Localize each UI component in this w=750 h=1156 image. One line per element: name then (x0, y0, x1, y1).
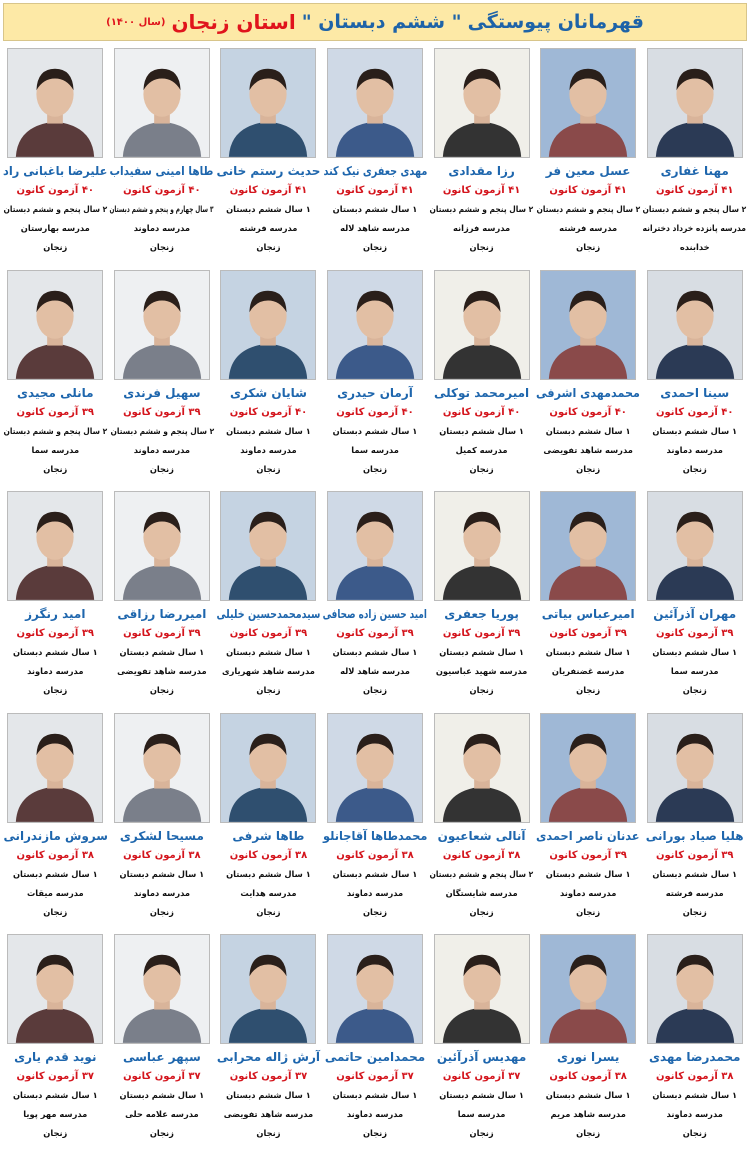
student-city: زنجان (469, 1128, 494, 1138)
student-school: مدرسه دماوند (666, 1109, 723, 1119)
student-city: خدابنده (679, 242, 710, 252)
student-card (322, 270, 429, 492)
student-city: زنجان (362, 906, 388, 917)
student-school: مدرسه فرزانه (453, 223, 511, 233)
student-photo (220, 934, 316, 1044)
student-photo (540, 270, 636, 380)
student-card (535, 270, 642, 492)
student-city: زنجان (43, 242, 68, 252)
student-city: زنجان (576, 463, 601, 474)
student-card (2, 48, 109, 270)
student-years: ۱ سال ششم دبستان (332, 204, 418, 214)
person-silhouette-icon (648, 935, 742, 1043)
student-photo (434, 491, 530, 601)
student-city: زنجان (43, 1128, 68, 1138)
student-photo (434, 713, 530, 823)
student-card (2, 491, 109, 713)
student-years: ۱ سال ششم دبستان (226, 647, 311, 657)
student-score: ۴۰ آزمون کانون (442, 406, 521, 418)
person-silhouette-icon (328, 935, 422, 1043)
student-school: مدرسه پانزده خرداد دخترانه (642, 223, 747, 233)
student-card (641, 270, 748, 492)
student-city: زنجان (682, 463, 707, 474)
student-name: امیرمحمد توکلی (433, 385, 530, 400)
title-banner (3, 3, 747, 41)
student-score: ۳۸ آزمون کانون (549, 1071, 627, 1082)
student-card (428, 48, 535, 270)
student-years: ۲ سال پنجم و ششم دبستان (3, 425, 108, 436)
student-score: ۳۹ آزمون کانون (442, 628, 521, 639)
student-score: ۳۷ آزمون کانون (442, 1071, 521, 1082)
student-photo (327, 48, 423, 158)
student-card (2, 270, 109, 492)
student-name: پوریا جعفری (444, 607, 519, 621)
student-name: رزا مقدادی (448, 164, 515, 178)
person-silhouette-icon (221, 271, 315, 379)
student-school: مدرسه شاهد شهریاری (221, 666, 315, 676)
student-score: ۴۱ آزمون کانون (336, 185, 414, 196)
student-years: ۱ سال ششم دبستان (332, 425, 418, 436)
student-school: مدرسه هدایت (240, 887, 297, 898)
student-photo (434, 270, 530, 380)
student-school: مدرسه دماوند (133, 223, 191, 233)
student-city: زنجان (256, 906, 281, 917)
student-photo (220, 713, 316, 823)
student-city: زنجان (469, 242, 494, 252)
student-score: ۴۱ آزمون کانون (229, 185, 308, 196)
student-city: زنجان (149, 685, 174, 695)
student-city: زنجان (149, 242, 174, 252)
student-name: طاها شرفی (232, 828, 305, 843)
person-silhouette-icon (435, 714, 529, 822)
student-years: ۱ سال ششم دبستان (332, 1090, 418, 1100)
student-city: زنجان (149, 906, 174, 917)
student-score: ۳۹ آزمون کانون (549, 628, 627, 639)
student-photo (540, 713, 636, 823)
student-name: حدیث رستم خانی (216, 164, 321, 178)
person-silhouette-icon (435, 271, 529, 379)
student-city: زنجان (362, 1128, 388, 1138)
student-city: زنجان (149, 1128, 174, 1138)
person-silhouette-icon (435, 49, 529, 157)
student-card (535, 713, 642, 935)
student-years: ۲ سال پنجم و ششم دبستان (536, 204, 640, 214)
student-card (215, 713, 322, 935)
student-name: سیدمحمدحسین خلیلی (216, 607, 321, 621)
student-name: مانلی مجیدی (17, 385, 94, 400)
student-name: مسیحا لشکری (119, 828, 204, 843)
student-photo (434, 48, 530, 158)
student-years: ۲ سال پنجم و ششم دبستان (3, 204, 108, 214)
student-card (109, 934, 216, 1156)
student-school: مدرسه شایستگان (445, 887, 518, 898)
student-school: مدرسه دماوند (133, 444, 191, 455)
student-photo (327, 934, 423, 1044)
student-years: ۱ سال ششم دبستان (332, 647, 418, 657)
person-silhouette-icon (115, 271, 209, 379)
student-score: ۴۰ آزمون کانون (16, 185, 95, 196)
student-score: ۳۸ آزمون کانون (229, 849, 308, 861)
student-card (535, 491, 642, 713)
title-year: (سال ۱۴۰۰) (106, 16, 166, 28)
person-silhouette-icon (541, 714, 635, 822)
student-city: زنجان (682, 1128, 707, 1138)
student-photo (114, 48, 210, 158)
student-years: ۱ سال ششم دبستان (226, 204, 311, 214)
student-school: مدرسه علامه حلی (125, 1109, 199, 1119)
student-score: ۳۸ آزمون کانون (16, 849, 95, 861)
student-photo (7, 713, 103, 823)
student-name: طاها امینی سفیداب (109, 164, 214, 178)
student-school: مدرسه شاهد تفویضی (117, 666, 207, 676)
student-school: مدرسه دماوند (346, 887, 404, 898)
student-years: ۲ سال پنجم و ششم دبستان (110, 425, 214, 436)
student-card (215, 270, 322, 492)
student-years: ۱ سال ششم دبستان (226, 868, 311, 879)
student-name: نوید قدم یاری (14, 1050, 97, 1064)
student-name: عدنان ناصر احمدی (536, 828, 640, 843)
student-score: ۳۸ آزمون کانون (336, 849, 414, 861)
student-score: ۴۱ آزمون کانون (442, 185, 521, 196)
student-years: ۱ سال ششم دبستان (652, 1090, 738, 1100)
student-score: ۳۸ آزمون کانون (123, 849, 201, 861)
person-silhouette-icon (648, 49, 742, 157)
student-school: مدرسه دماوند (666, 444, 723, 455)
student-card (428, 934, 535, 1156)
student-card (322, 48, 429, 270)
student-school: مدرسه شاهد لاله (340, 666, 410, 676)
student-years: ۱ سال ششم دبستان (439, 1090, 524, 1100)
student-score: ۳۹ آزمون کانون (123, 406, 201, 418)
title-part-2: " ششم دبستان " (301, 11, 462, 33)
student-years: ۱ سال ششم دبستان (12, 868, 98, 879)
student-name: محمدمهدی اشرفی (536, 385, 641, 400)
person-silhouette-icon (221, 714, 315, 822)
student-city: زنجان (362, 463, 388, 474)
student-years: ۲ سال پنجم و ششم دبستان (429, 204, 534, 214)
student-school: مدرسه دماوند (346, 1109, 404, 1119)
person-silhouette-icon (115, 935, 209, 1043)
student-score: ۴۰ آزمون کانون (123, 185, 201, 196)
student-school: مدرسه شاهد مریم (550, 1109, 626, 1119)
student-photo (647, 270, 743, 380)
student-card (215, 934, 322, 1156)
student-score: ۳۷ آزمون کانون (229, 1071, 308, 1082)
student-card (322, 934, 429, 1156)
student-school: مدرسه دماوند (240, 444, 297, 455)
student-school: مدرسه کمیل (455, 444, 508, 455)
person-silhouette-icon (115, 492, 209, 600)
student-score: ۴۱ آزمون کانون (549, 185, 627, 196)
student-score: ۳۹ آزمون کانون (655, 849, 734, 861)
student-photo (220, 270, 316, 380)
student-city: زنجان (43, 463, 68, 474)
student-name: عسل معین فر (545, 164, 631, 178)
student-name: امید حسین زاده صحافی (322, 607, 428, 621)
student-years: ۱ سال ششم دبستان (545, 1090, 631, 1100)
student-school: مدرسه فرشته (239, 223, 298, 233)
student-name: مهنا غفاری (660, 164, 729, 178)
student-photo (540, 48, 636, 158)
student-score: ۴۰ آزمون کانون (549, 406, 627, 418)
students-grid (2, 48, 748, 1156)
student-photo (647, 491, 743, 601)
student-school: مدرسه دماوند (133, 887, 191, 898)
person-silhouette-icon (328, 271, 422, 379)
student-score: ۴۰ آزمون کانون (336, 406, 414, 418)
student-school: مدرسه شاهد لاله (340, 223, 410, 233)
student-name: شایان شکری (229, 385, 307, 400)
student-name: سپهر عباسی (122, 1050, 201, 1064)
student-city: زنجان (43, 685, 68, 695)
student-score: ۳۹ آزمون کانون (336, 628, 414, 639)
student-score: ۳۷ آزمون کانون (123, 1071, 201, 1082)
student-name: سروش مازندرانی (3, 828, 108, 843)
student-photo (540, 491, 636, 601)
student-card (215, 48, 322, 270)
person-silhouette-icon (8, 49, 102, 157)
student-school: مدرسه دماوند (27, 666, 84, 676)
student-name: هلیا صیاد بورانی (645, 828, 744, 843)
student-school: مدرسه شاهد تفویضی (543, 444, 633, 455)
student-years: ۱ سال ششم دبستان (12, 647, 98, 657)
student-photo (327, 270, 423, 380)
student-card (109, 713, 216, 935)
student-city: زنجان (469, 685, 494, 695)
student-name: محمدطاها آقاجانلو (322, 828, 428, 843)
student-card (109, 270, 216, 492)
student-photo (327, 491, 423, 601)
student-card (2, 934, 109, 1156)
student-card (428, 713, 535, 935)
person-silhouette-icon (8, 714, 102, 822)
student-card (535, 48, 642, 270)
student-photo (7, 934, 103, 1044)
student-card (641, 48, 748, 270)
student-city: زنجان (362, 685, 388, 695)
student-name: مهدیس آذرآئین (436, 1050, 527, 1064)
student-city: زنجان (576, 1128, 601, 1138)
student-years: ۱ سال ششم دبستان (545, 425, 631, 436)
student-name: یسرا نوری (556, 1050, 620, 1064)
student-photo (114, 270, 210, 380)
student-name: آنالی شعاعیون (437, 828, 526, 843)
student-name: محمدرضا مهدی (648, 1050, 741, 1064)
student-photo (540, 934, 636, 1044)
student-score: ۴۰ آزمون کانون (229, 406, 308, 418)
student-score: ۳۸ آزمون کانون (655, 1071, 734, 1082)
student-photo (220, 48, 316, 158)
title-part-1: قهرمانان پیوستگی (467, 11, 644, 33)
student-school: مدرسه میقات (26, 887, 84, 898)
student-city: زنجان (256, 1128, 281, 1138)
student-school: مدرسه سما (670, 666, 719, 676)
person-silhouette-icon (328, 492, 422, 600)
student-score: ۳۹ آزمون کانون (549, 849, 627, 861)
student-years: ۱ سال ششم دبستان (332, 868, 418, 879)
student-years: ۲ سال پنجم و ششم دبستان (429, 868, 534, 879)
student-school: مدرسه شهید عباسیون (435, 666, 528, 676)
person-silhouette-icon (541, 935, 635, 1043)
person-silhouette-icon (435, 492, 529, 600)
student-card (109, 48, 216, 270)
student-photo (114, 713, 210, 823)
student-years: ۱ سال ششم دبستان (119, 868, 205, 879)
person-silhouette-icon (221, 935, 315, 1043)
student-score: ۳۷ آزمون کانون (16, 1071, 95, 1082)
student-score: ۳۹ آزمون کانون (16, 406, 95, 418)
student-years: ۱ سال ششم دبستان (119, 1090, 205, 1100)
student-photo (114, 934, 210, 1044)
student-city: زنجان (682, 906, 707, 917)
person-silhouette-icon (328, 49, 422, 157)
student-city: زنجان (469, 463, 494, 474)
person-silhouette-icon (115, 714, 209, 822)
student-years: ۱ سال ششم دبستان (226, 425, 311, 436)
student-school: مدرسه مهر پویا (23, 1109, 88, 1119)
student-years: ۱ سال ششم دبستان (545, 647, 631, 657)
student-card (428, 270, 535, 492)
student-card (535, 934, 642, 1156)
student-score: ۴۱ آزمون کانون (655, 185, 734, 196)
student-photo (7, 491, 103, 601)
student-card (641, 934, 748, 1156)
student-card (2, 713, 109, 935)
student-years: ۱ سال ششم دبستان (545, 868, 631, 879)
student-school: مدرسه دماوند (559, 887, 617, 898)
student-city: زنجان (256, 242, 281, 252)
student-photo (327, 713, 423, 823)
student-card (641, 491, 748, 713)
student-city: زنجان (362, 242, 388, 252)
student-city: زنجان (576, 906, 601, 917)
student-name: امیررضا رزاقی (117, 607, 207, 621)
student-score: ۳۹ آزمون کانون (655, 628, 734, 639)
student-school: مدرسه بهارستان (20, 223, 90, 233)
person-silhouette-icon (435, 935, 529, 1043)
student-school: مدرسه سما (457, 1109, 506, 1119)
student-years: ۱ سال ششم دبستان (119, 647, 205, 657)
student-score: ۳۹ آزمون کانون (16, 628, 95, 639)
student-school: مدرسه فرشته (665, 887, 724, 898)
student-photo (220, 491, 316, 601)
person-silhouette-icon (648, 714, 742, 822)
student-name: امیرعباس بیاتی (541, 607, 635, 621)
student-card (322, 491, 429, 713)
student-years: ۱ سال ششم دبستان (652, 647, 738, 657)
student-name: علیرضا باغبانی راد (3, 164, 108, 178)
person-silhouette-icon (8, 492, 102, 600)
student-school: مدرسه غضنفریان (551, 666, 625, 676)
person-silhouette-icon (541, 49, 635, 157)
student-school: مدرسه سما (31, 444, 80, 455)
student-score: ۳۹ آزمون کانون (123, 628, 201, 639)
student-years: ۱ سال ششم دبستان (439, 425, 524, 436)
student-score: ۳۸ آزمون کانون (442, 849, 521, 861)
person-silhouette-icon (8, 935, 102, 1043)
student-city: زنجان (256, 463, 281, 474)
student-photo (7, 270, 103, 380)
student-card (428, 491, 535, 713)
student-years: ۱ سال ششم دبستان (439, 647, 524, 657)
student-city: زنجان (256, 685, 281, 695)
student-card (215, 491, 322, 713)
person-silhouette-icon (8, 271, 102, 379)
student-school: مدرسه فرشته (559, 223, 618, 233)
student-name: مهران آذرآئین (653, 607, 737, 621)
student-years: ۱ سال ششم دبستان (226, 1090, 311, 1100)
student-photo (647, 934, 743, 1044)
student-photo (434, 934, 530, 1044)
student-score: ۴۰ آزمون کانون (655, 406, 734, 418)
person-silhouette-icon (328, 714, 422, 822)
student-city: زنجان (682, 685, 707, 695)
student-name: سهیل فرندی (123, 385, 201, 400)
student-photo (647, 48, 743, 158)
student-years: ۱ سال ششم دبستان (652, 425, 738, 436)
student-card (641, 713, 748, 935)
person-silhouette-icon (221, 49, 315, 157)
student-city: زنجان (576, 242, 601, 252)
student-score: ۳۷ آزمون کانون (336, 1071, 414, 1082)
student-name: آرمان حیدری (337, 385, 413, 400)
student-name: محمدامین حاتمی (324, 1050, 426, 1064)
student-photo (114, 491, 210, 601)
student-card (109, 491, 216, 713)
student-school: مدرسه شاهد تفویضی (223, 1109, 314, 1119)
student-card (322, 713, 429, 935)
person-silhouette-icon (221, 492, 315, 600)
student-score: ۳۹ آزمون کانون (229, 628, 308, 639)
title-part-3: استان زنجان (171, 10, 296, 34)
person-silhouette-icon (115, 49, 209, 157)
student-city: زنجان (576, 685, 601, 695)
student-years: ۱ سال ششم دبستان (12, 1090, 98, 1100)
student-school: مدرسه سما (351, 444, 399, 455)
student-city: زنجان (469, 906, 494, 917)
person-silhouette-icon (648, 492, 742, 600)
student-years: ۱ سال ششم دبستان (652, 868, 738, 879)
student-name: مهدی جعفری نیک کند (323, 164, 427, 178)
student-city: زنجان (149, 463, 174, 474)
person-silhouette-icon (541, 271, 635, 379)
student-name: سینا احمدی (660, 385, 730, 400)
student-years: ۲ سال پنجم و ششم دبستان (642, 204, 747, 214)
student-name: آرش ژاله محرابی (216, 1050, 320, 1064)
student-years: ۳ سال چهارم و پنجم و ششم دبستان (109, 204, 214, 214)
student-name: امید رنگرز (25, 607, 86, 621)
student-photo (647, 713, 743, 823)
student-photo (7, 48, 103, 158)
person-silhouette-icon (541, 492, 635, 600)
student-city: زنجان (43, 906, 68, 917)
person-silhouette-icon (648, 271, 742, 379)
